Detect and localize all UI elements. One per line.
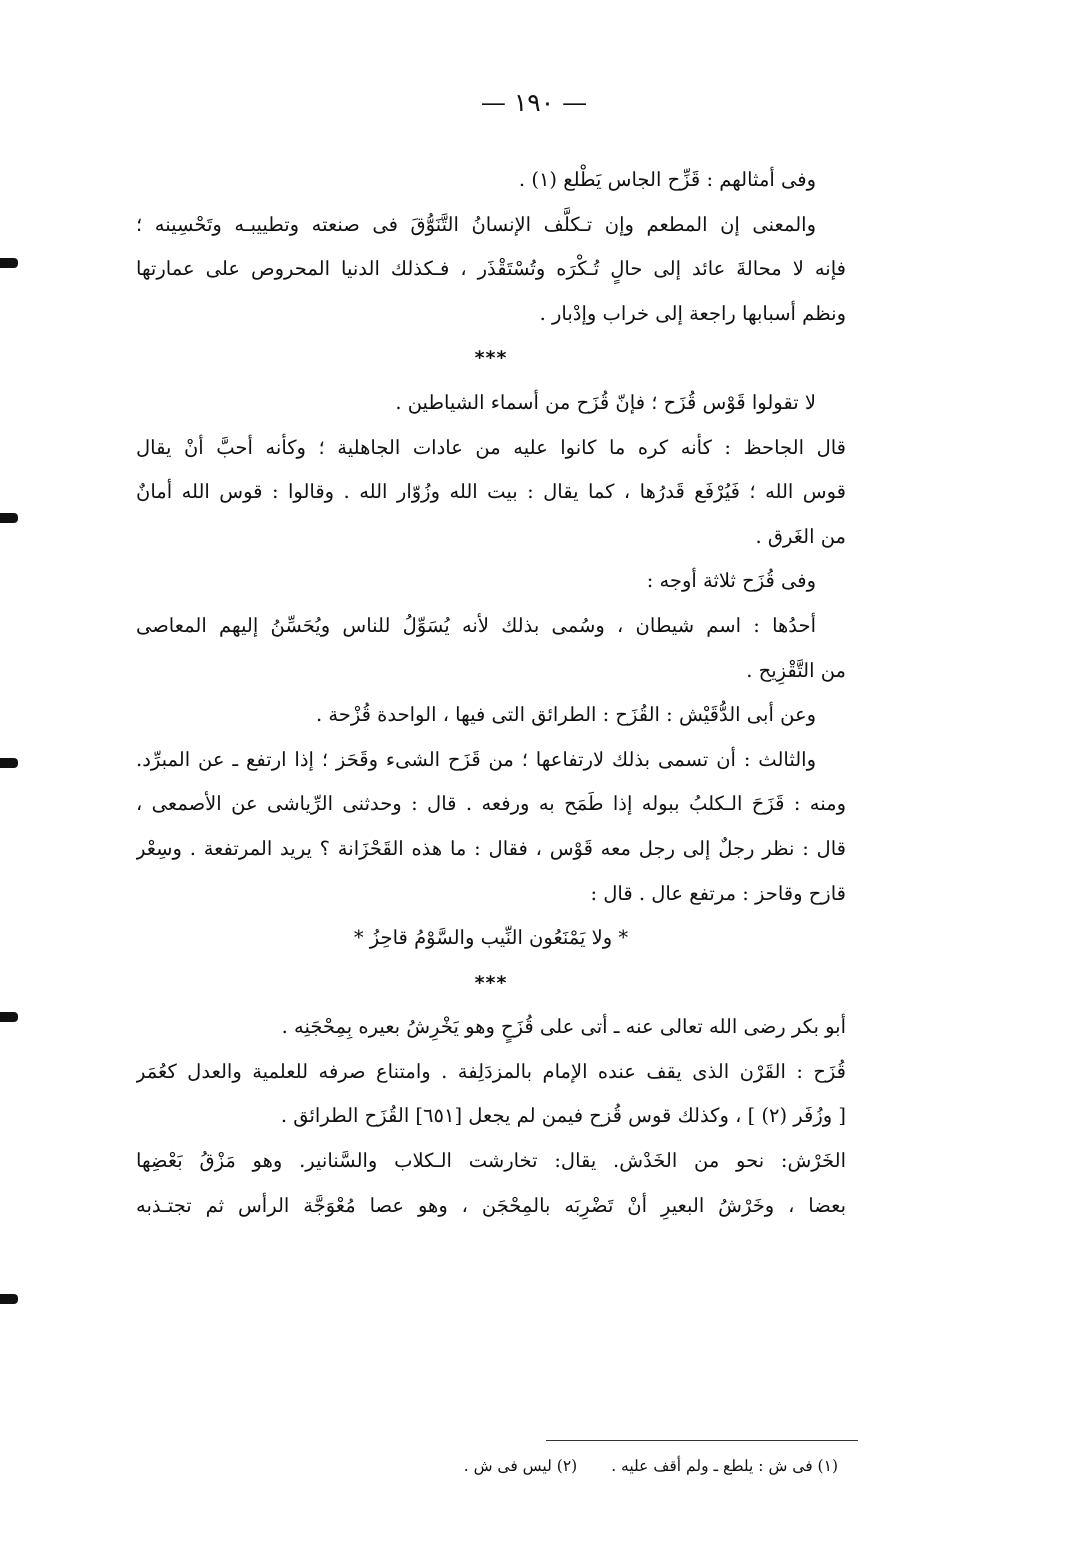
text-line: بعضا ، وخَرْشُ البعيرِ أنْ تَضْرِبَه بالمِحْجَن ، وهو عصا مُعْوَجَّة الرأس ثم تجتـذبه	[136, 1193, 846, 1217]
text-line: والمعنى إن المطعم وإن تـكلَّف الإنسانُ التَّنَوُّقَ فى صنعته وتطييبـه وتَحْسِينه ؛	[136, 212, 816, 236]
binding-mark	[0, 513, 18, 523]
binding-mark	[0, 1294, 18, 1304]
text-line: وفى أمثالهم : قَزِّح الجاس يَطْلع (١) .	[518, 168, 816, 191]
binding-mark	[0, 1012, 18, 1022]
section-separator: ***	[474, 971, 508, 994]
text-line: فإنه لا محالةَ عائد إلى حالٍ تُـكْرَه وتُسْتَقْذَر ، فـكذلك الدنيا المحروص على عمارتها	[136, 257, 846, 281]
text-line: من الغَرق .	[755, 524, 846, 548]
section-separator: ***	[474, 347, 508, 370]
footnote-2: (٢) ليس فى ش .	[463, 1457, 578, 1475]
binding-mark	[0, 258, 18, 268]
main-text	[136, 158, 846, 1228]
text-line: وفى قُزَح ثلاثة أوجه :	[646, 569, 816, 593]
footnotes	[380, 1457, 838, 1475]
verse-line: * ولا يَمْنَعُون النِّيب والسَّوْمُ قاحِزُ *	[353, 926, 629, 950]
text-line: ومنه : قَزَحَ الـكلبُ ببوله إذا طَمَح به ورفعه . قال : وحدثنى الرِّياشى عن الأصمعى ،	[136, 792, 846, 816]
text-line: أحدُها : اسم شيطان ، وسُمى بذلك لأنه يُسَوِّلُ للناس ويُحَسِّنُ إليهم المعاصى	[136, 613, 816, 637]
text-line: قُزَح : القَرْن الذى يقف عنده الإمام بالمزدَلِفة . وامتناع صرفه للعلمية والعدل كعُمَر	[136, 1059, 846, 1083]
text-line: قازح وقاحز : مرتفع عال . قال :	[590, 881, 846, 905]
text-line: [ وزُفَر (٢) ] ، وكذلك قوس قُزح فيمن لم يجعل [٦٥١] القُزَح الطرائق .	[280, 1104, 846, 1128]
text-line: قوس الله ؛ فَيُرْفَع قَدرُها ، كما يقال : بيت الله وزُوّار الله . وقالوا : قوس الله أمانٌ	[136, 480, 846, 504]
text-line: لا تقولوا قَوْس قُزَح ؛ فإنّ قُزَح من أسماء الشياطين .	[395, 390, 816, 414]
text-line: قال : نظر رجلٌ إلى رجل معه قَوْس ، فقال : ما هذه القَحْزَانة ؟ يريد المرتفعة . وسِعْر	[136, 836, 846, 860]
text-line: الخَرْش: نحو من الخَدْش. يقال: تخارشت الـكلاب والسَّنانير. وهو مَزْقُ بَعْضِها	[136, 1149, 846, 1173]
footnote-1: (١) فى ش : يلطع ـ ولم أقف عليه .	[611, 1457, 838, 1475]
text-line: وعن أبى الدُّقَيْش : القُزَح : الطرائق التى فيها ، الواحدة قُزْحة .	[315, 703, 816, 727]
binding-mark	[0, 758, 18, 768]
page-number: — ١٩٠ —	[480, 88, 588, 117]
text-line: أبو بكر رضى الله تعالى عنه ـ أتى على قُزَحٍ وهو يَخْرِشُ بعيره بِمِحْجَنِه .	[281, 1015, 846, 1039]
text-line: قال الجاحظ : كأنه كره ما كانوا عليه من عادات الجاهلية ؛ وكأنه أحبَّ أنْ يقال	[136, 435, 846, 459]
text-line: من التَّقْزِيح .	[746, 658, 846, 682]
footnote-divider	[546, 1440, 858, 1441]
text-line: والثالث : أن تسمى بذلك لارتفاعها ؛ من قَزَح الشىء وقَحَز ؛ إذا ارتفع ـ عن المبرِّد.	[136, 747, 816, 771]
text-line: ونظم أسبابها راجعة إلى خراب وإدْبار .	[539, 301, 846, 325]
